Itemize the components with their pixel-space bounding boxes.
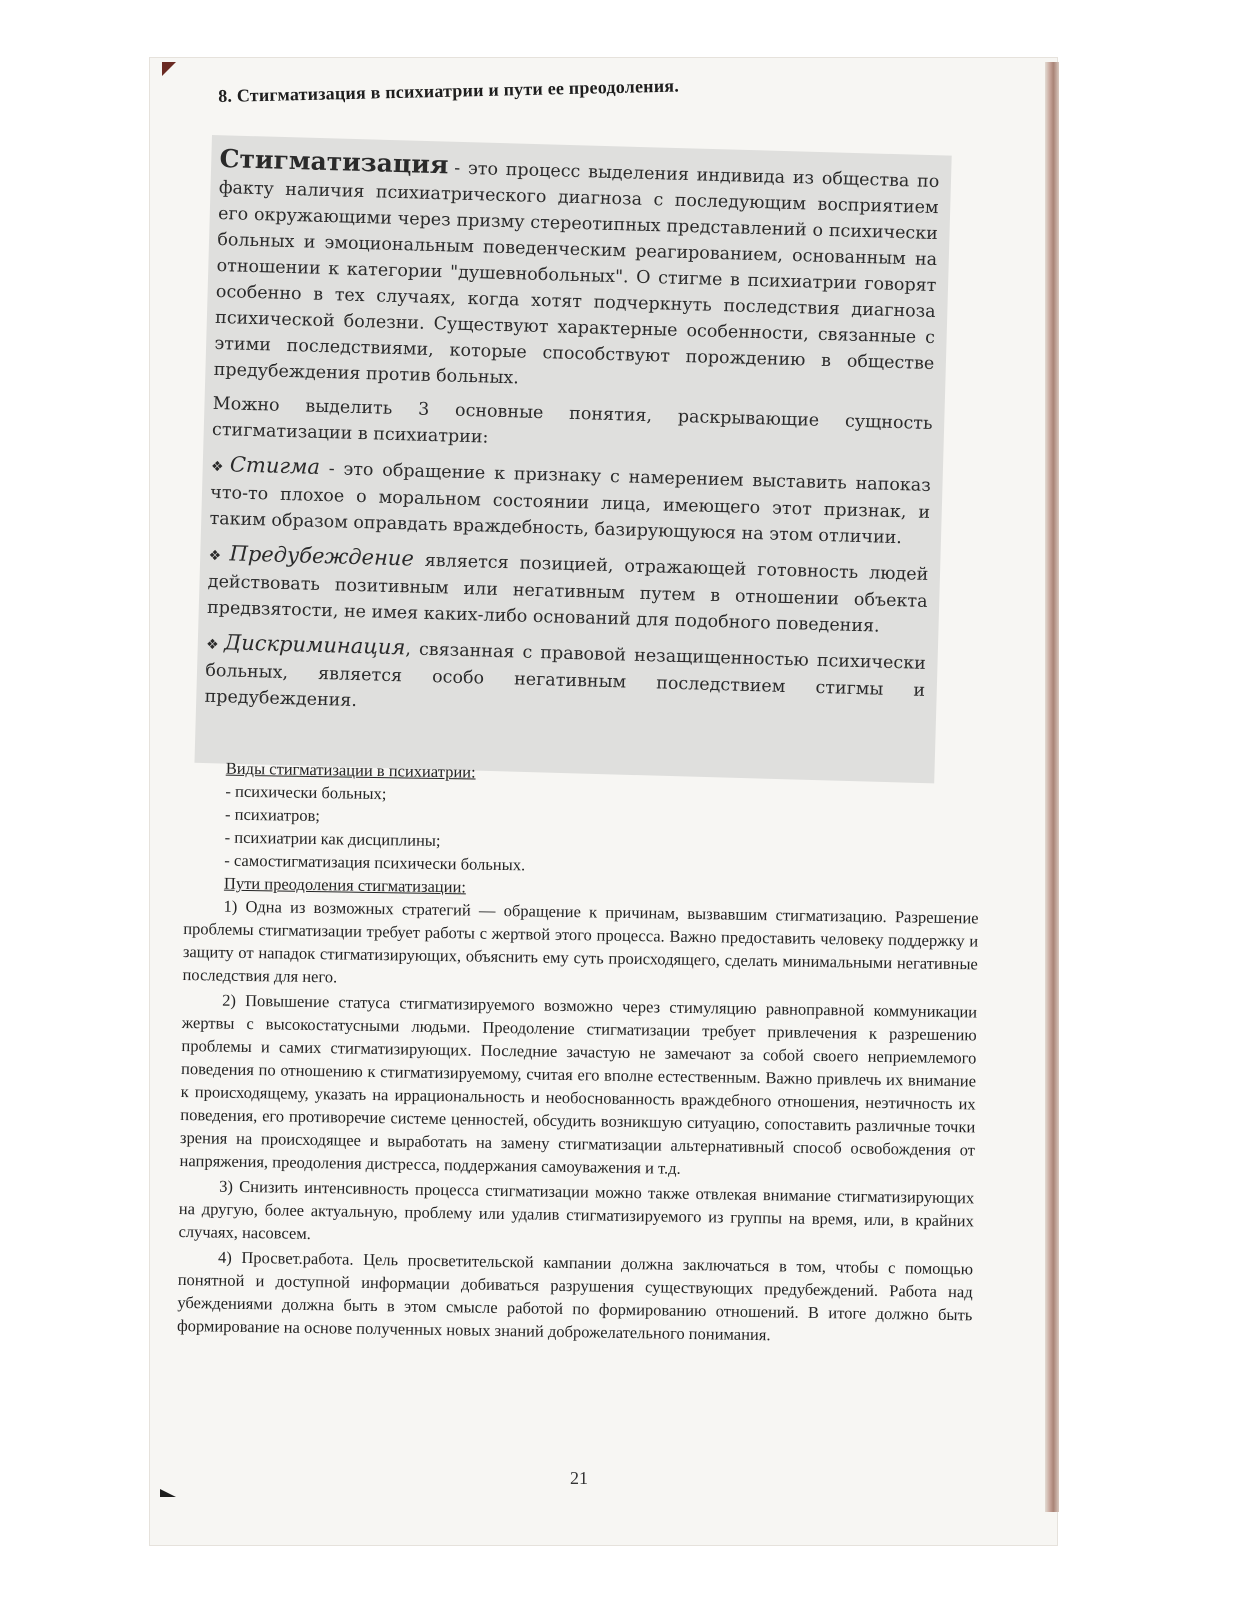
way-paragraph: 1) Одна из возможных стратегий — обращение к причинам, вызвавшим стигматизацию. Разрешение проблемы стигматизации требует работы с жертвой этого процесса. Важно предоставить человеку поддержку и защиту от нападок стигматизирующих, объяснить ему суть происходящего, сделать минимальными негативные последствия для него. [182, 896, 979, 987]
book-binding-edge [1045, 62, 1059, 1512]
way-paragraph: 4) Просвет.работа. Цель просветительской кампании должна заключаться в том, чтобы с помощью понятной и доступной информации добиваться разрушения существующих предубеждений. Работа над убеждениями должна быть в этом смысле работой по формированию отношений. В итоге должно быть формирование на основе полученных новых знаний доброжелательного понимания. [176, 1247, 974, 1345]
concept-term: Дискриминация [223, 630, 406, 660]
page-corner-mark-top [162, 62, 176, 76]
concept-term: Предубеждение [229, 541, 415, 571]
definition-term: Стигматизация [219, 144, 449, 180]
list-item: - психиатрии как дисциплины; [224, 827, 441, 851]
way-paragraph: 3) Снизить интенсивность процесса стигматизации можно также отвлекая внимание стигматизирующих на другую, более актуальную, проблему или удалив стигматизируемого из группы на время, или, в крайних случаях, насовсем. [178, 1176, 975, 1244]
bullet-icon: ❖ [205, 636, 222, 654]
pasted-insert [204, 146, 940, 738]
list-item: - психически больных; [225, 781, 387, 804]
concept-text: , связанная с правовой незащищенностью психически больных, является особо негативным последствием стигмы и предубеждения. [204, 639, 927, 712]
page-corner-mark-bottom [160, 1489, 176, 1497]
concept-text: - это обращение к признаку с намерением выставить напоказ что-то плохое о моральном состоянии лица, имеющего этот признак, и таким образом оправдать враждебность, базирующуюся на этом отличии. [209, 459, 932, 549]
concepts-intro: Можно выделить 3 основные понятия, раскрывающие сущность стигматизации в психиатрии: [211, 393, 933, 448]
concept-item [204, 629, 926, 730]
types-list [184, 779, 980, 883]
concept-term: Стигма [229, 452, 321, 479]
types-heading: Виды стигматизации в психиатрии: [225, 758, 476, 782]
concept-item [207, 540, 929, 641]
concept-item [209, 451, 931, 552]
ways-heading: Пути преодоления стигматизации: [223, 873, 467, 897]
section-heading: 8. Стигматизация в психиатрии и пути ее преодоления. [218, 75, 680, 106]
bullet-icon: ❖ [208, 547, 227, 565]
bullet-icon: ❖ [210, 458, 228, 476]
way-paragraph: 2) Повышение статуса стигматизируемого возможно через стимуляцию равноправной коммуникации жертвы с высокостатусными людьми. Преодоление стигматизации требует привлечения к разрешению проблемы и самих стигматизирующих. Последние зачастую не замечают за собой своего неприемлемого поведения по отношению к стигматизируемому, считая его вполне естественным. Важно привлечь их внимание к происходящему, указать на иррациональность и необоснованность враждебного отношения, неэтичность их поведения, его противоречие системе ценностей, обсудить возникшую ситуацию, сопоставить различные точки зрения на происходящее и выработать на замену стигматизации альтернативный способ освобождения от напряжения, преодоления дистресса, поддержания самоуважения и т.д. [179, 990, 978, 1178]
main-text [177, 756, 981, 1351]
concept-text: является позицией, отражающей готовность людей действовать позитивным или негативным путем в отношении объекта предвзятости, не имея каких-либо оснований для подобного поведения. [206, 550, 929, 637]
list-item: - психиатров; [224, 804, 321, 826]
definition-text: - это процесс выделения индивида из общества по факту наличия психиатрического диагноза с последующим восприятием его окружающими через призму стереотипных представлений о психически больных и эмоциональным поведенческим реагированием, основанным на отношении к категории "душевнобольных". О стигме в психиатрии говорят особенно в тех случаях, когда хотят подчеркнуть последствия диагноза психической болезни. Существуют характерные особенности, связанные с этими последствиями, которые способствуют порождению в обществе предубеждения против больных. [213, 158, 940, 389]
page-number: 21 [570, 1468, 588, 1488]
list-item: - самостигматизация психически больных. [224, 850, 526, 875]
definition-paragraph [213, 146, 939, 403]
